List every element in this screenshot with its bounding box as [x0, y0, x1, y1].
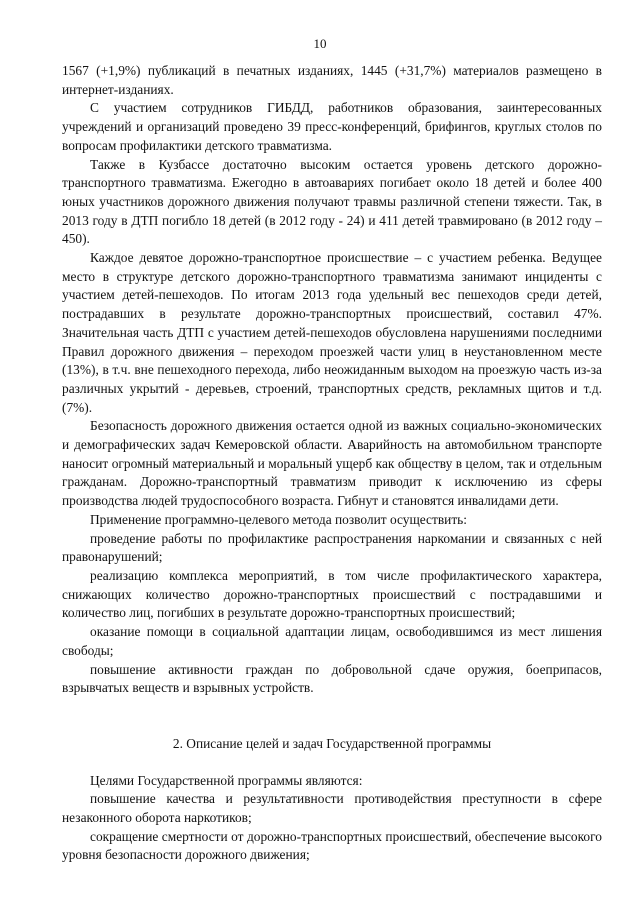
paragraph-pedestrian-children: Каждое девятое дорожно-транспортное происшествие – с участием ребенка. Ведущее место в структуре детского дорожно-транспортного травматизма занимают инциденты с участием детей-пешеходов. По итогам 2013 года удельный вес пешеходов среди детей, пострадавших в результате дорожно-транспортных происшествий, составил 47%. Значительная часть ДТП с участием детей-пешеходов обусловлена нарушениями последними Правил дорожного движения – переходом проезжей части улиц в неустановленном месте (13%), в т.ч. вне пешеходного перехода, либо неожиданным выходом на проезжую часть из-за различных укрытий - деревьев, строений, транспортных средств, рекламных щитов и т.д. (7%). — [62, 250, 602, 415]
paragraph-goals-intro: Целями Государственной программы являются: — [90, 772, 363, 788]
list-item-goal-road-safety: сокращение смертности от дорожно-транспортных происшествий, обеспечение высокого уровня безопасности дорожного движения; — [62, 828, 602, 863]
list-item-goal-drug-crime: повышение качества и результативности противодействия преступности в сфере незаконного оборота наркотиков; — [62, 791, 602, 826]
page-number: 10 — [313, 36, 327, 51]
paragraph-press-conferences: С участием сотрудников ГИБДД, работников образования, заинтересованных учреждений и организаций проведено 39 пресс-конференций, брифингов, круглых столов по вопросам профилактики детского травматизма. — [62, 100, 602, 153]
paragraph-publications: 1567 (+1,9%) публикаций в печатных изданиях, 1445 (+31,7%) материалов размещено в интернет-изданиях. — [62, 63, 602, 97]
list-item-traffic-measures: реализацию комплекса мероприятий, в том числе профилактического характера, снижающих количество дорожно-транспортных происшествий с пострадавшими и количество лиц, погибших в результате дорожно-транспортных происшествий; — [62, 567, 602, 621]
list-item-social-adaptation: оказание помощи в социальной адаптации лицам, освободившимся из мест лишения свободы; — [62, 624, 602, 658]
paragraph-road-safety: Безопасность дорожного движения остается одной из важных социально-экономических и демографических задач Кемеровской области. Аварийность на автомобильном транспорте наносит огромный материальный и моральный ущерб как обществу в целом, так и отдельным гражданам. Дорожно-транспортный травматизм приводит к исключению из сферы производства людей трудоспособного возраста. Гибнут и становятся инвалидами дети. — [62, 418, 602, 509]
document-body — [62, 62, 602, 865]
list-item-weapons-surrender: повышение активности граждан по добровольной сдаче оружия, боеприпасов, взрывчатых веществ и взрывных устройств. — [62, 661, 602, 696]
paragraph-program-method: Применение программно-целевого метода позволит осуществить: — [90, 511, 467, 527]
section-title: 2. Описание целей и задач Государственной программы — [172, 735, 492, 751]
list-item-drug-prevention: проведение работы по профилактике распространения наркомании и связанных с ней правонарушений; — [62, 530, 602, 565]
paragraph-child-traffic-injuries: Также в Кузбассе достаточно высоким остается уровень детского дорожно-транспортного травматизма. Ежегодно в автоавариях погибает около 18 детей и более 400 юных участников дорожного движения получают травмы различной степени тяжести. Так, в 2013 году в ДТП погибло 18 детей (в 2012 году - 24) и 411 детей травмировано (в 2012 году – 450). — [62, 156, 602, 247]
